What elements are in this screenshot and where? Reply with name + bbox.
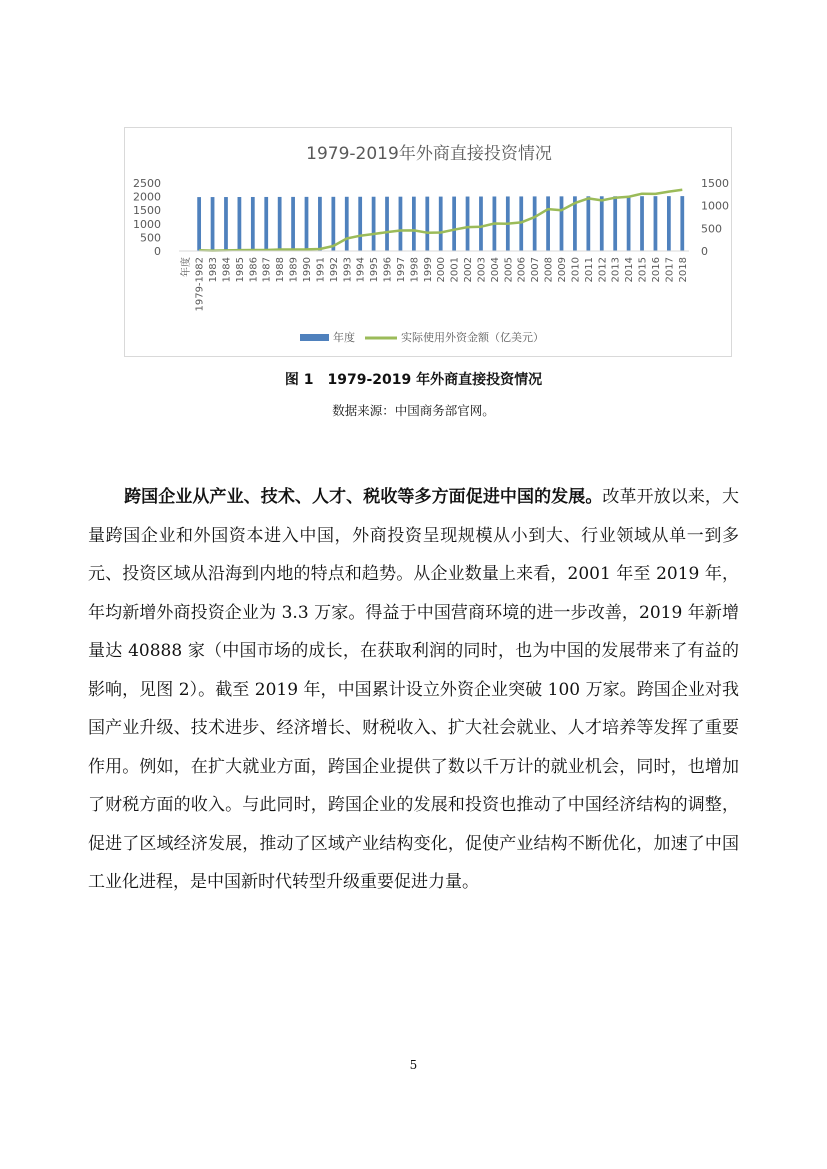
x-tick-label: 2015 (637, 257, 649, 283)
y-left-tick-label: 2500 (133, 177, 161, 190)
y-left-tick-label: 0 (154, 245, 161, 258)
y-left-tick-label: 1500 (133, 204, 161, 218)
x-tick-label: 2003 (476, 257, 488, 283)
y-right-tick-label: 0 (701, 245, 708, 258)
bar (479, 197, 483, 251)
x-tick-label: 1983 (208, 257, 220, 283)
y-right-tick-label: 1000 (701, 199, 729, 213)
x-tick-label: 1993 (342, 257, 354, 283)
x-tick-label: 2011 (583, 257, 595, 283)
x-tick-label: 2016 (650, 257, 662, 283)
bar (358, 197, 362, 251)
bar (654, 196, 658, 251)
bar (425, 197, 429, 251)
bar (412, 197, 416, 251)
x-tick-label: 1999 (422, 257, 434, 283)
x-tick-label: 年度 (181, 257, 193, 277)
fdi-chart-svg (125, 128, 733, 358)
x-tick-label: 1992 (328, 257, 340, 283)
x-tick-label: 2007 (530, 257, 542, 283)
bar (197, 197, 201, 251)
bar (546, 196, 550, 251)
bar (305, 197, 309, 251)
x-tick-label: 1996 (382, 257, 394, 283)
bar (318, 197, 322, 251)
bar (586, 196, 590, 251)
paragraph-body: 改革开放以来，大量跨国企业和外国资本进入中国，外商投资呈现规模从小到大、行业领域从单一到多元、投资区域从沿海到内地的特点和趋势。从企业数量上来看，2001 年至 2019 年，年均新增外商投资企业为 3.3 万家。得益于中国营商环境的进一步改善，2019 年新增量达 40888 家（中国市场的成长，在获取利润的同时，也为中国的发展带来了有益的影响，见图 2）。截至 2019 年，中国累计设立外资企业突破 100 万家。跨国企业对我国产业升级、技术进步、经济增长、财税收入、扩大社会就业、人才培养等发挥了重要作用。例如，在扩大就业方面，跨国企业提供了数以千万计的就业机会，同时，也增加了财税方面的收入。与此同时，跨国企业的发展和投资也推动了中国经济结构的调整，促进了区域经济发展，推动了区域产业结构变化，促使产业结构不断优化，加速了中国工业化进程，是中国新时代转型升级重要促进力量。 (88, 487, 740, 892)
x-tick-label: 1987 (261, 257, 273, 283)
page-number: 5 (409, 1058, 418, 1072)
x-tick-label: 1997 (395, 257, 407, 283)
legend-line-label: 实际使用外资金额（亿美元） (401, 331, 544, 344)
bar (211, 197, 215, 251)
x-tick-label: 1991 (315, 257, 327, 283)
bar (372, 197, 376, 251)
y-left-tick-label: 500 (140, 231, 161, 245)
x-tick-label: 2018 (677, 257, 689, 283)
x-tick-label: 2001 (449, 257, 461, 283)
x-tick-label: 1988 (275, 257, 287, 283)
x-tick-label: 2000 (436, 257, 448, 283)
x-tick-label: 1990 (302, 257, 313, 283)
x-tick-label: 1984 (221, 257, 233, 283)
x-tick-label: 1989 (288, 257, 300, 283)
x-tick-label: 2012 (597, 257, 609, 283)
bar (264, 197, 268, 251)
bar (238, 197, 242, 251)
chart-legend (300, 330, 544, 344)
x-tick-label: 1979-1982 (194, 257, 206, 312)
x-tick-label: 2004 (489, 257, 501, 283)
x-tick-label: 2017 (664, 257, 676, 283)
x-tick-label: 1995 (369, 257, 381, 283)
y-right-tick-label: 1500 (701, 177, 729, 190)
bar (613, 196, 617, 251)
bar (291, 197, 295, 251)
x-tick-label: 2005 (503, 257, 515, 283)
bar (399, 197, 403, 251)
bar (439, 197, 443, 251)
bar (680, 196, 684, 251)
bar (331, 197, 335, 251)
paragraph-lead: 跨国企业从产业、技术、人才、税收等多方面促进中国的发展。 (124, 487, 603, 507)
x-tick-label: 2013 (610, 257, 622, 283)
bar (251, 197, 255, 251)
bar (452, 197, 456, 251)
x-tick-label: 2014 (624, 257, 636, 283)
x-tick-label: 1985 (234, 257, 246, 283)
figure-caption: 图 1 1979-2019 年外商直接投资情况 (284, 372, 543, 388)
x-tick-label: 1998 (409, 257, 421, 283)
bar (667, 196, 671, 251)
legend-bar-label: 年度 (333, 331, 355, 344)
bar (345, 197, 349, 251)
legend-bar-swatch (300, 334, 329, 341)
x-tick-label: 1994 (355, 257, 367, 283)
x-tick-label: 2009 (557, 257, 568, 283)
figure-source: 数据来源：中国商务部官网。 (332, 403, 495, 418)
y-left-tick-label: 2000 (133, 190, 161, 204)
y-right-tick-label: 500 (701, 222, 722, 236)
x-tick-label: 2008 (543, 257, 555, 283)
y-left-tick-label: 1000 (133, 217, 161, 231)
x-tick-label: 1986 (248, 257, 260, 283)
x-tick-label: 2010 (570, 257, 582, 283)
body-paragraph (88, 478, 739, 902)
x-tick-label: 2006 (516, 257, 528, 283)
bar (600, 196, 604, 251)
bar (640, 196, 644, 251)
bar (627, 196, 631, 251)
bar (224, 197, 228, 251)
bar (533, 196, 537, 251)
chart-title: 1979-2019年外商直接投资情况 (306, 144, 552, 164)
fdi-chart (124, 127, 732, 357)
x-tick-label: 2002 (463, 257, 475, 283)
bar (385, 197, 389, 251)
bar (278, 197, 282, 251)
bar (560, 196, 564, 251)
bar (466, 197, 470, 251)
